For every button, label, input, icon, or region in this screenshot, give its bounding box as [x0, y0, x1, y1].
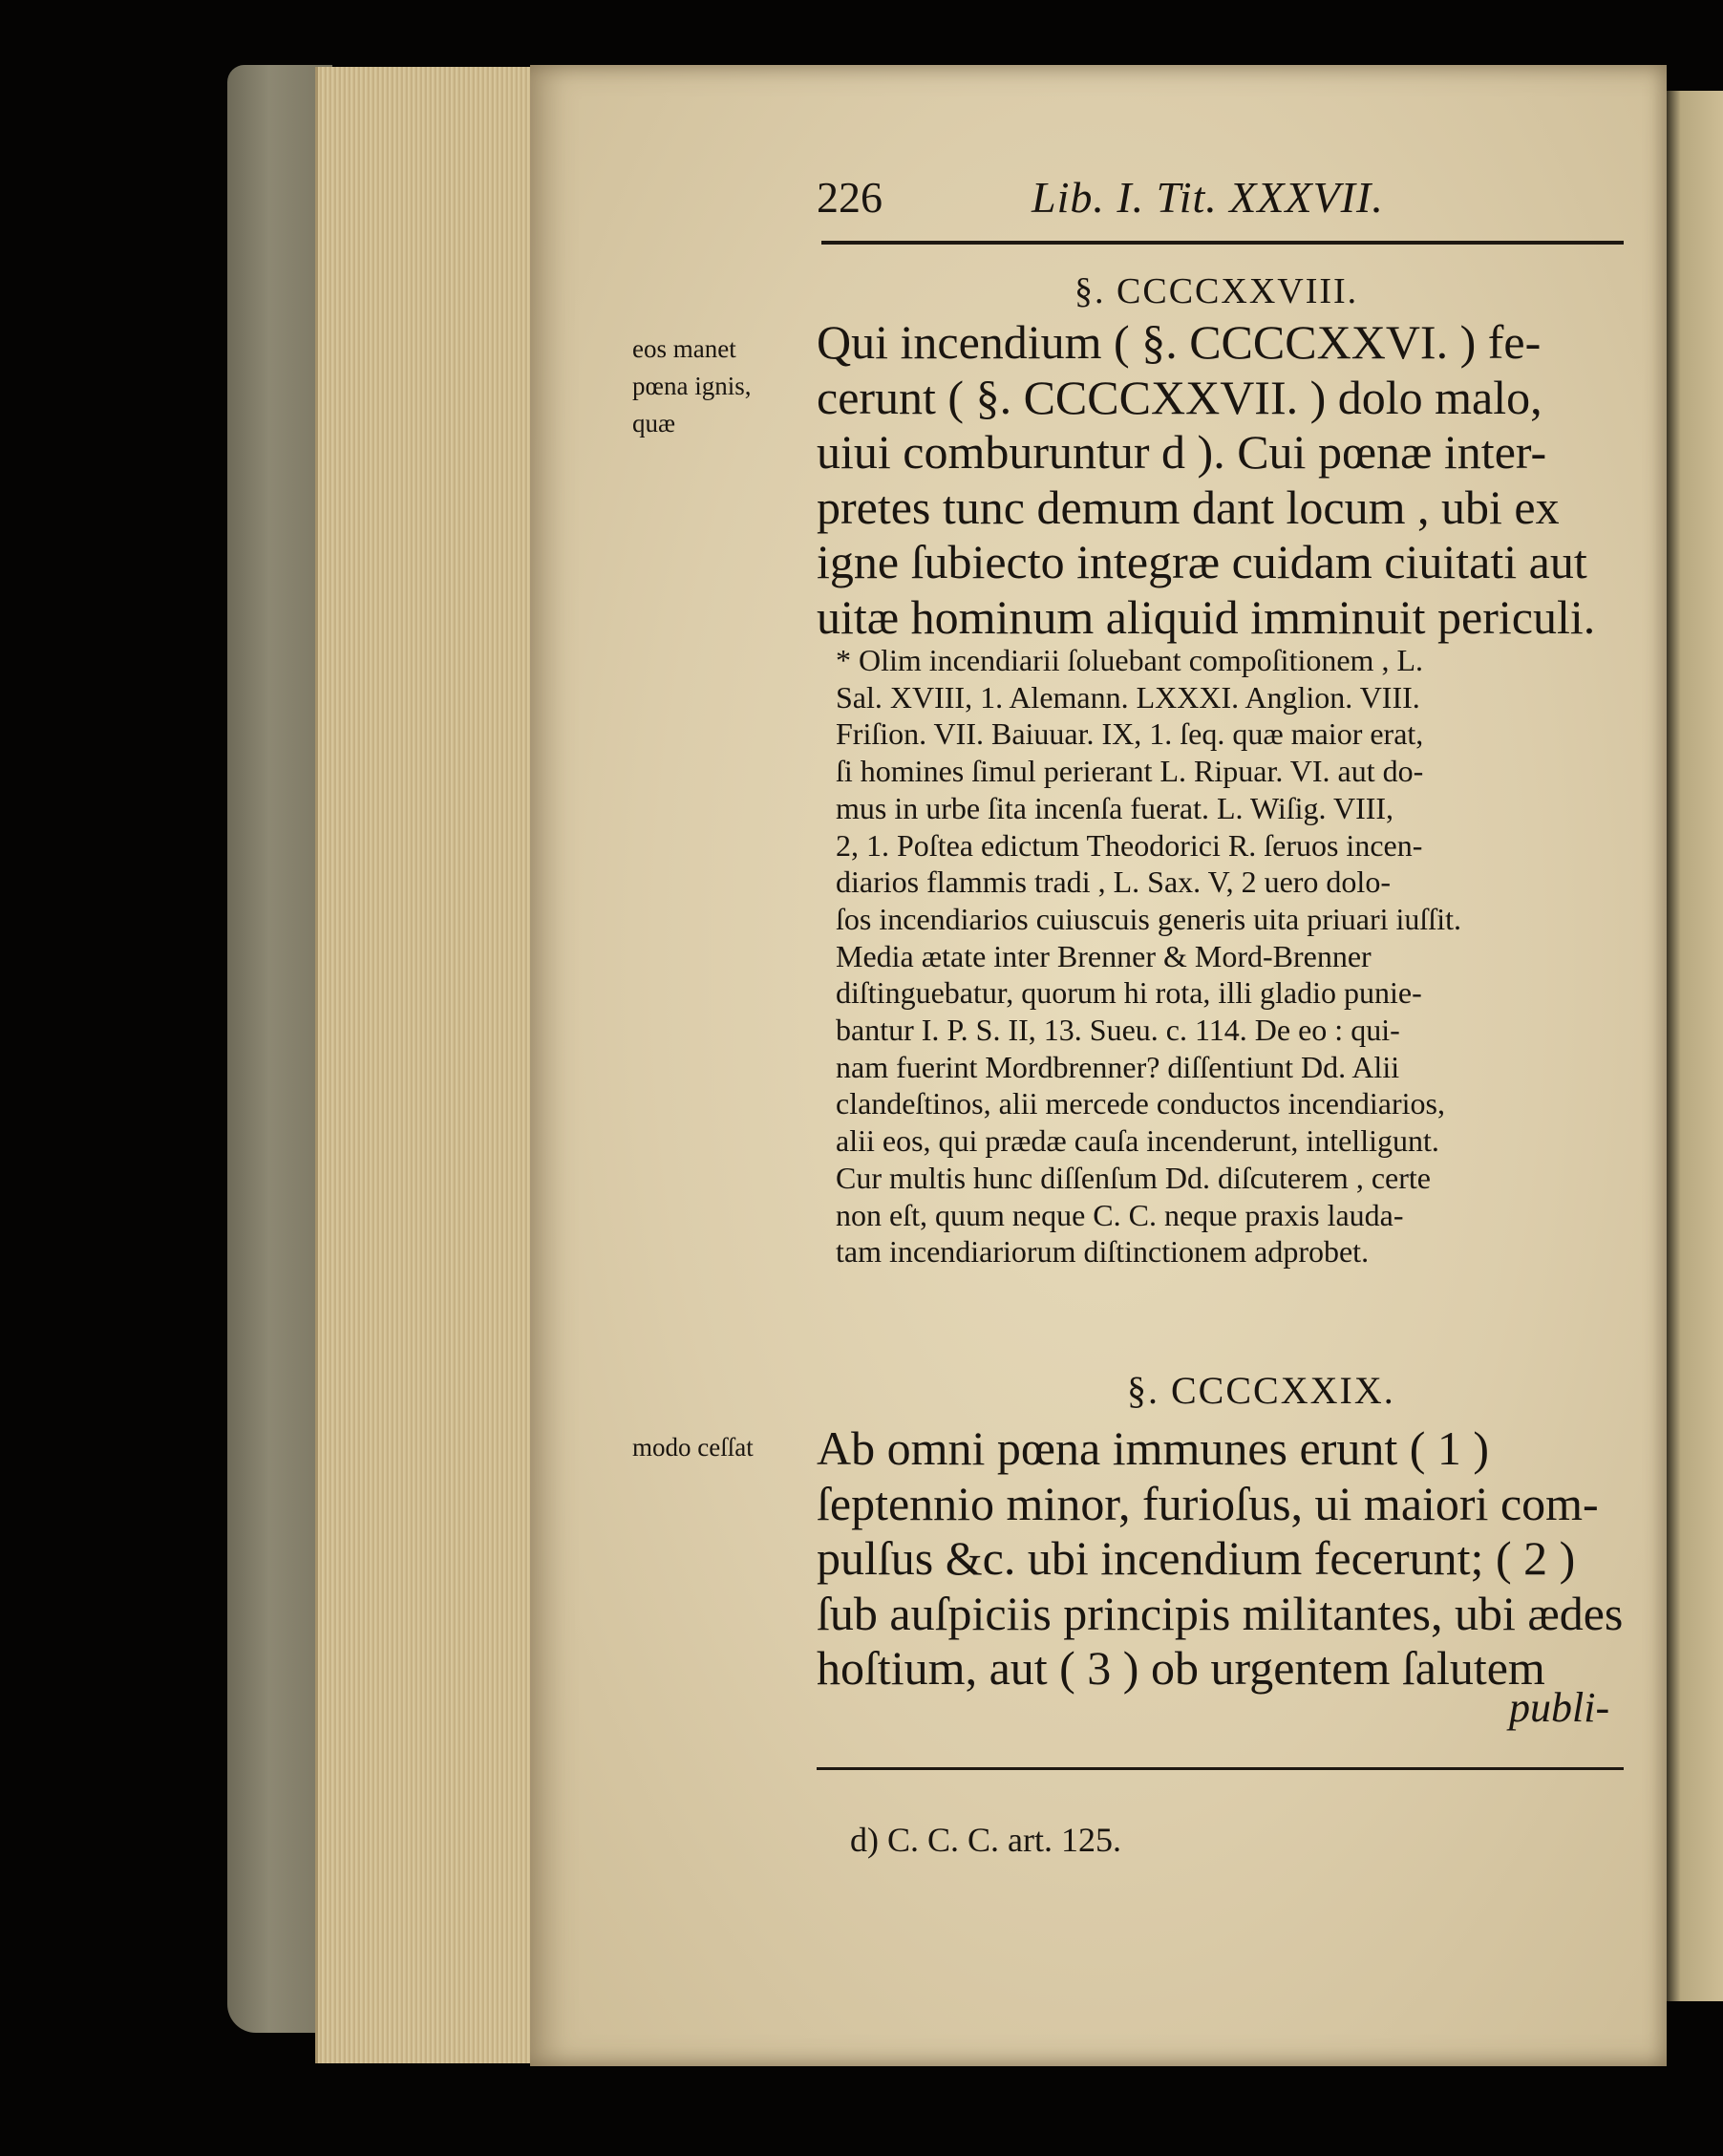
note-line: 2, 1. Poſtea edictum Theodorici R. ſeruos incen- — [836, 827, 1423, 863]
section-429-text — [817, 1421, 1623, 1697]
marginal-note-428 — [632, 331, 752, 442]
section-428-text — [817, 315, 1595, 645]
marginal-line: eos manet — [632, 334, 736, 363]
text-line: hoſtium, aut ( 3 ) ob urgentem ſalutem — [817, 1641, 1545, 1695]
note-line: Friſion. VII. Baiuuar. IX, 1. ſeq. quæ maior erat, — [836, 716, 1424, 752]
text-line: uiui comburuntur d ). Cui pœnæ inter- — [817, 425, 1547, 479]
note-line: clandeſtinos, alii mercede conductos incendiarios, — [836, 1086, 1445, 1121]
text-line: pulſus &c. ubi incendium fecerunt; ( 2 ) — [817, 1531, 1576, 1585]
note-line: bantur I. P. S. II, 13. Sueu. c. 114. De eo : qui- — [836, 1013, 1400, 1048]
catchword: publi- — [1509, 1684, 1610, 1731]
page-number: 226 — [817, 173, 883, 222]
text-line: Ab omni pœna immunes erunt ( 1 ) — [817, 1421, 1490, 1475]
header-rule — [821, 241, 1624, 245]
page-stack-edge — [315, 67, 538, 2063]
note-line: tam incendiariorum diſtinctionem adprobet. — [836, 1234, 1370, 1270]
text-line: Qui incendium ( §. CCCCXXVI. ) fe- — [817, 315, 1542, 369]
marginal-line: quæ — [632, 409, 676, 438]
text-line: pretes tunc demum dant locum , ubi ex — [817, 480, 1560, 534]
note-line: alii eos, qui prædæ cauſa incenderunt, intelligunt. — [836, 1123, 1439, 1159]
text-line: cerunt ( §. CCCCXXVII. ) dolo malo, — [817, 370, 1542, 424]
marginal-note-429 — [632, 1429, 754, 1466]
text-line: ſeptennio minor, furioſus, ui maiori com- — [817, 1476, 1599, 1530]
note-line: nam fuerint Mordbrenner? diſſentiunt Dd. Alii — [836, 1049, 1400, 1084]
note-line: Sal. XVIII, 1. Alemann. LXXXI. Anglion. VIII. — [836, 679, 1420, 715]
note-line: Cur multis hunc diſſenſum Dd. diſcuterem , certe — [836, 1160, 1431, 1195]
text-line: ſub auſpiciis principis militantes, ubi ædes — [817, 1586, 1624, 1640]
text-line: uitæ hominum aliquid imminuit periculi. — [817, 589, 1596, 644]
note-line: * Olim incendiarii ſoluebant compoſitionem , L. — [836, 643, 1423, 677]
note-line: non eſt, quum neque C. C. neque praxis lauda- — [836, 1197, 1404, 1232]
section-heading-428: §. CCCCXXVIII. — [1074, 271, 1359, 311]
running-head: Lib. I. Tit. XXXVII. — [1032, 173, 1384, 222]
commentary-note — [836, 642, 1461, 1270]
note-line: ſos incendiarios cuiuscuis generis uita priuari iuſſit. — [836, 901, 1461, 936]
note-line: mus in urbe ſita incenſa fuerat. L. Wiſig. VIII, — [836, 790, 1394, 825]
note-line: ſi homines ſimul perierant L. Ripuar. VI. aut do- — [836, 754, 1424, 789]
marginal-line: modo ceſſat — [632, 1433, 754, 1462]
page-header — [817, 172, 1619, 229]
footnote: d) C. C. C. art. 125. — [850, 1821, 1121, 1859]
note-line: Media ætate inter Brenner & Mord-Brenner — [836, 938, 1372, 973]
note-line: diſtinguebatur, quorum hi rota, illi gladio punie- — [836, 975, 1422, 1011]
next-page-edge — [1667, 91, 1723, 2001]
text-line: igne ſubiecto integræ cuidam ciuitati aut — [817, 535, 1587, 588]
footnote-rule — [817, 1767, 1624, 1770]
marginal-line: pœna ignis, — [632, 372, 752, 400]
note-line: diarios flammis tradi , L. Sax. V, 2 uero dolo- — [836, 865, 1391, 900]
section-heading-429: §. CCCCXXIX. — [1127, 1369, 1395, 1412]
